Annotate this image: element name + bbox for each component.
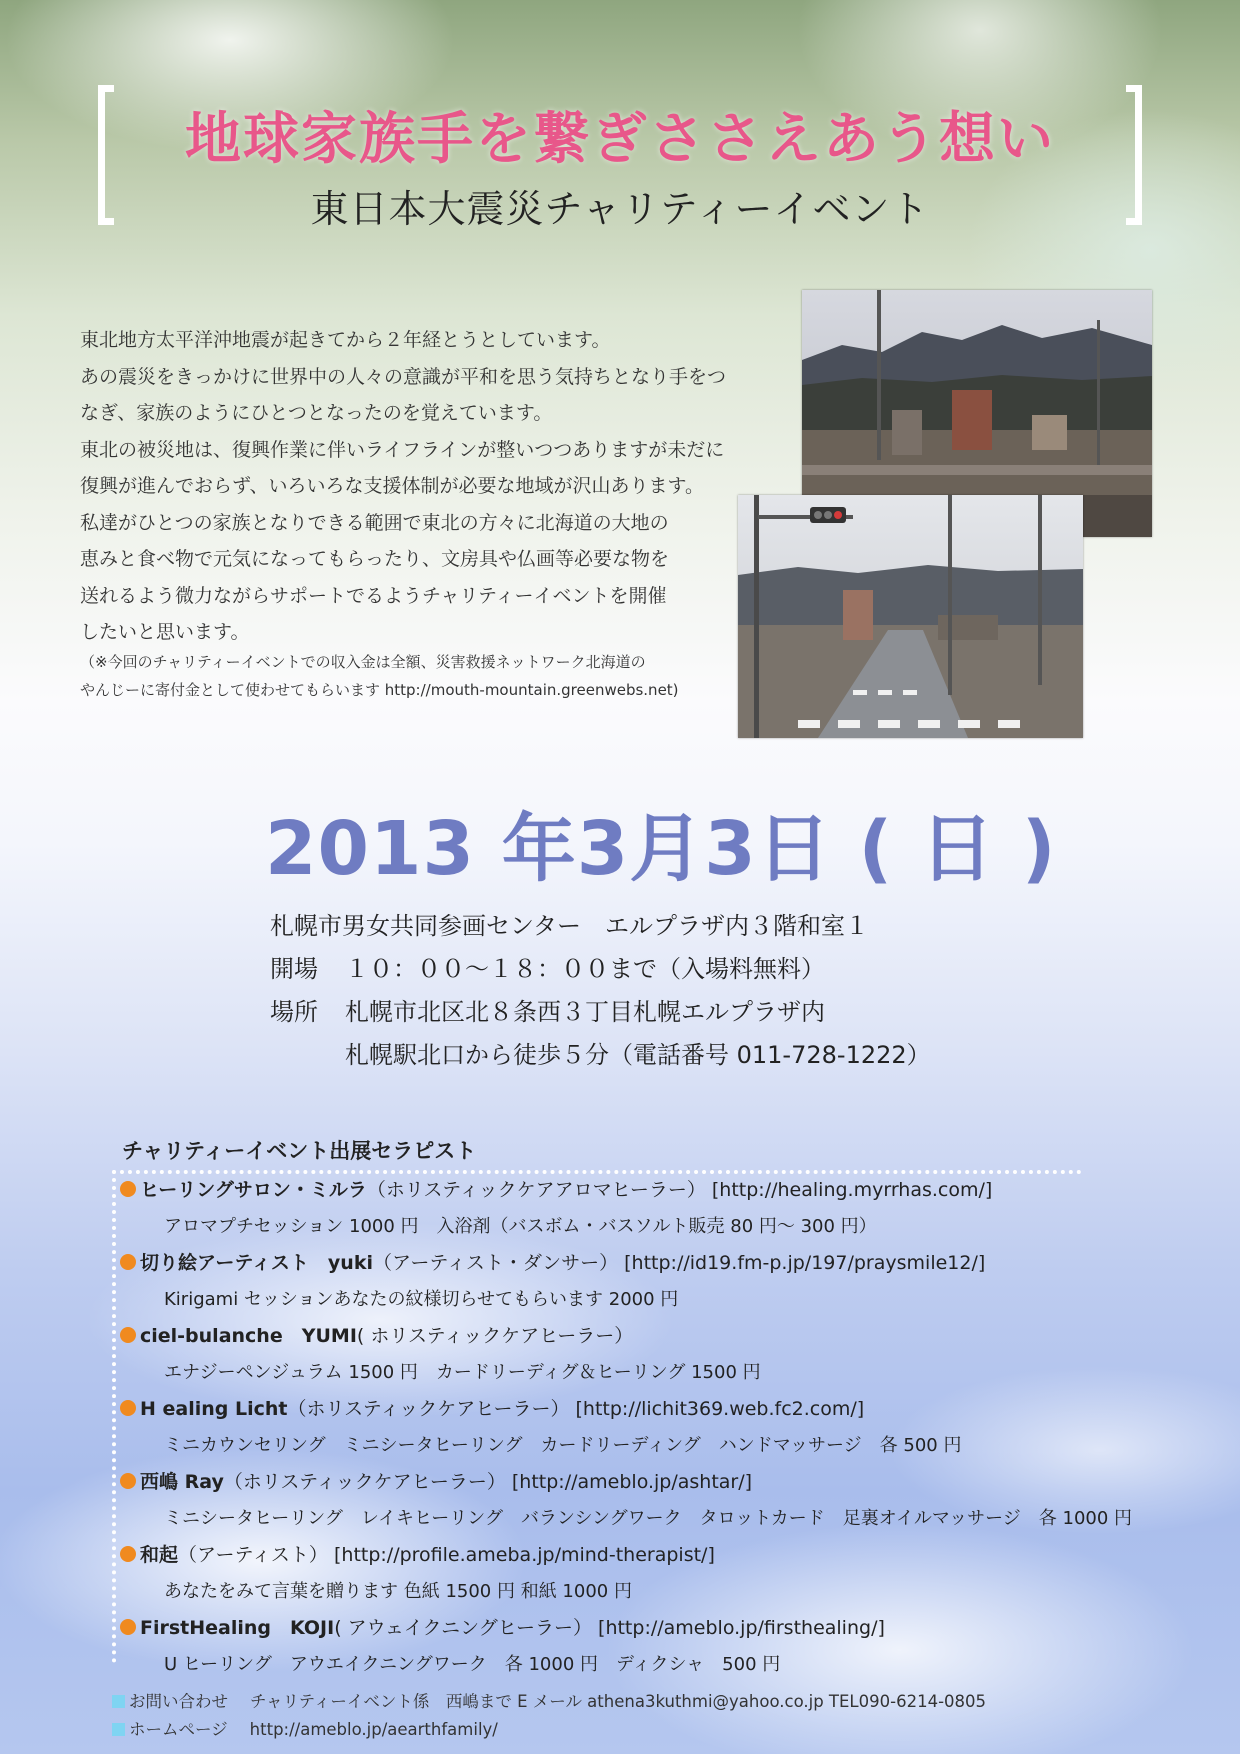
inquiry-row	[112, 1688, 986, 1716]
intro-line: 恵みと食べ物で元気になってもらったり、文房具や仏画等必要な物を	[80, 548, 670, 570]
event-date: 2013 年3月3日 ( 日 )	[265, 806, 1057, 892]
exhibitor-url[interactable]: [http://profile.ameba.jp/mind-therapist/]	[333, 1544, 715, 1566]
orange-bullet-icon	[120, 1254, 136, 1270]
access-info: 札幌駅北口から徒歩５分（電話番号 011-728-1222）	[345, 1041, 931, 1069]
left-bracket-decoration	[98, 85, 114, 225]
exhibitor-list	[120, 1172, 1133, 1683]
donation-note	[80, 648, 770, 704]
intro-line: 私達がひとつの家族となりできる範囲で東北の方々に北海道の大地の	[80, 511, 669, 534]
exhibitor-header	[120, 1537, 1120, 1573]
exhibitor-name: FirstHealing KOJI	[140, 1617, 335, 1639]
intro-line: 復興が進んでおらず、いろいろな支援体制が必要な地域が沢山あります。	[80, 475, 704, 497]
hours-value: １０：００～１８：００まで（入場料無料）	[345, 955, 825, 983]
exhibitor-name: 切り絵アーティスト yuki	[140, 1252, 373, 1274]
sub-title: 東日本大震災チャリティーイベント	[310, 187, 930, 231]
intro-line: したいと思います。	[80, 621, 250, 643]
exhibitors-heading: チャリティーイベント出展セラピスト	[122, 1139, 477, 1163]
hours-label: 開場	[270, 955, 318, 983]
note-line: （※今回のチャリティーイベントでの収入金は全額、災害救援ネットワーク北海道の	[80, 653, 646, 671]
exhibitor-entry	[120, 1172, 1120, 1245]
exhibitor-header	[120, 1172, 1120, 1208]
inquiry-value: チャリティーイベント係 西嶋まで E メール athena3kuthmi@yahoo.co.jp TEL090-6214-0805	[250, 1692, 987, 1711]
disaster-area-photo-road	[738, 495, 1083, 738]
exhibitor-role: ( ホリスティックケアヒーラー）	[356, 1325, 634, 1347]
place-row	[270, 991, 1170, 1034]
intro-line: 東北の被災地は、復興作業に伴いライフラインが整いつつありますが未だに	[80, 438, 725, 461]
inquiry-label: お問い合わせ	[129, 1692, 228, 1711]
hours-row	[270, 948, 1170, 991]
venue-info	[270, 905, 1170, 1077]
homepage-link[interactable]: http://ameblo.jp/aearthfamily/	[249, 1720, 498, 1739]
place-value: 札幌市北区北８条西３丁目札幌エルプラザ内	[345, 998, 825, 1026]
exhibitor-url[interactable]: [http://id19.fm-p.jp/197/praysmile12/]	[624, 1252, 986, 1274]
square-bullet-icon	[112, 1723, 125, 1736]
exhibitor-detail: あなたをみて言葉を贈ります 色紙 1500 円 和紙 1000 円	[164, 1581, 632, 1602]
exhibitor-entry	[120, 1391, 1120, 1464]
exhibitor-entry	[120, 1464, 1133, 1537]
orange-bullet-icon	[120, 1400, 136, 1416]
intro-text	[80, 322, 800, 651]
exhibitor-detail: ミニカウンセリング ミニシータヒーリング カードリーディング ハンドマッサージ 各 500 円	[164, 1435, 962, 1456]
intro-line: なぎ、家族のようにひとつとなったのを覚えています。	[80, 402, 553, 424]
main-title: 地球家族手を繋ぎささえあう想い	[185, 106, 1055, 172]
exhibitor-header	[120, 1464, 1120, 1500]
orange-bullet-icon	[120, 1546, 136, 1562]
exhibitor-name: 西嶋 Ray	[140, 1471, 224, 1493]
exhibitor-header	[120, 1610, 1120, 1646]
intro-line: あの震災をきっかけに世界中の人々の意識が平和を思う気持ちとなり手をつ	[80, 365, 727, 388]
orange-bullet-icon	[120, 1327, 136, 1343]
intro-line: 送れるよう微力ながらサポートでるようチャリティーイベントを開催	[80, 584, 667, 607]
exhibitor-header	[120, 1318, 1120, 1354]
exhibitor-entry	[120, 1245, 1120, 1318]
exhibitor-role: （ホリスティックケアヒーラー）	[287, 1398, 570, 1420]
exhibitor-header	[120, 1245, 1120, 1281]
exhibitor-name: 和起	[140, 1544, 179, 1566]
exhibitor-detail: Kirigami セッションあなたの紋様切らせてもらいます 2000 円	[164, 1289, 679, 1310]
exhibitor-role: （アーティスト・ダンサー）	[372, 1252, 619, 1274]
note-line: やんじーに寄付金として使わせてもらいます http://mouth-mountain.greenwebs.net)	[80, 681, 679, 699]
exhibitor-role: ( アウェイクニングヒーラー）	[334, 1617, 592, 1639]
orange-bullet-icon	[120, 1473, 136, 1489]
exhibitor-role: （ホリスティックケアアロマヒーラー）	[366, 1179, 706, 1201]
exhibitor-header	[120, 1391, 1120, 1427]
venue-name: 札幌市男女共同参画センター エルプラザ内３階和室１	[270, 912, 870, 940]
exhibitor-entry	[120, 1537, 1120, 1610]
exhibitor-role: （ホリスティックケアヒーラー）	[223, 1471, 506, 1493]
exhibitor-detail: アロマプチセッション 1000 円 入浴剤（バスボム・バスソルト販売 80 円～ 300 円）	[164, 1216, 877, 1237]
exhibitor-url[interactable]: [http://ameblo.jp/ashtar/]	[511, 1471, 753, 1493]
square-bullet-icon	[112, 1695, 125, 1708]
exhibitor-role: （アーティスト）	[178, 1544, 328, 1566]
exhibitor-name: ciel-bulanche YUMI	[140, 1325, 357, 1347]
exhibitor-url[interactable]: [http://lichit369.web.fc2.com/]	[575, 1398, 865, 1420]
right-bracket-decoration	[1126, 85, 1142, 225]
place-label: 場所	[270, 998, 318, 1026]
exhibitor-name: H ealing Licht	[140, 1398, 288, 1420]
homepage-row	[112, 1716, 986, 1744]
exhibitor-entry	[120, 1318, 1120, 1391]
exhibitor-detail: エナジーペンジュラム 1500 円 カードリーディグ＆ヒーリング 1500 円	[164, 1362, 761, 1383]
intro-line: 東北地方太平洋沖地震が起きてから２年経とうとしています。	[80, 329, 611, 351]
exhibitor-entry	[120, 1610, 1120, 1683]
orange-bullet-icon	[120, 1181, 136, 1197]
homepage-label: ホームページ	[129, 1720, 228, 1739]
exhibitor-url[interactable]: [http://healing.myrrhas.com/]	[711, 1179, 993, 1201]
orange-bullet-icon	[120, 1619, 136, 1635]
contact-info	[112, 1688, 986, 1744]
exhibitor-detail: U ヒーリング アウエイクニングワーク 各 1000 円 ディクシャ 500 円	[164, 1654, 781, 1675]
exhibitor-url[interactable]: [http://ameblo.jp/firsthealing/]	[598, 1617, 885, 1639]
exhibitor-detail: ミニシータヒーリング レイキヒーリング バランシングワーク タロットカード 足裏オイルマッサージ 各 1000 円	[164, 1508, 1133, 1529]
exhibitor-name: ヒーリングサロン・ミルラ	[140, 1179, 367, 1201]
